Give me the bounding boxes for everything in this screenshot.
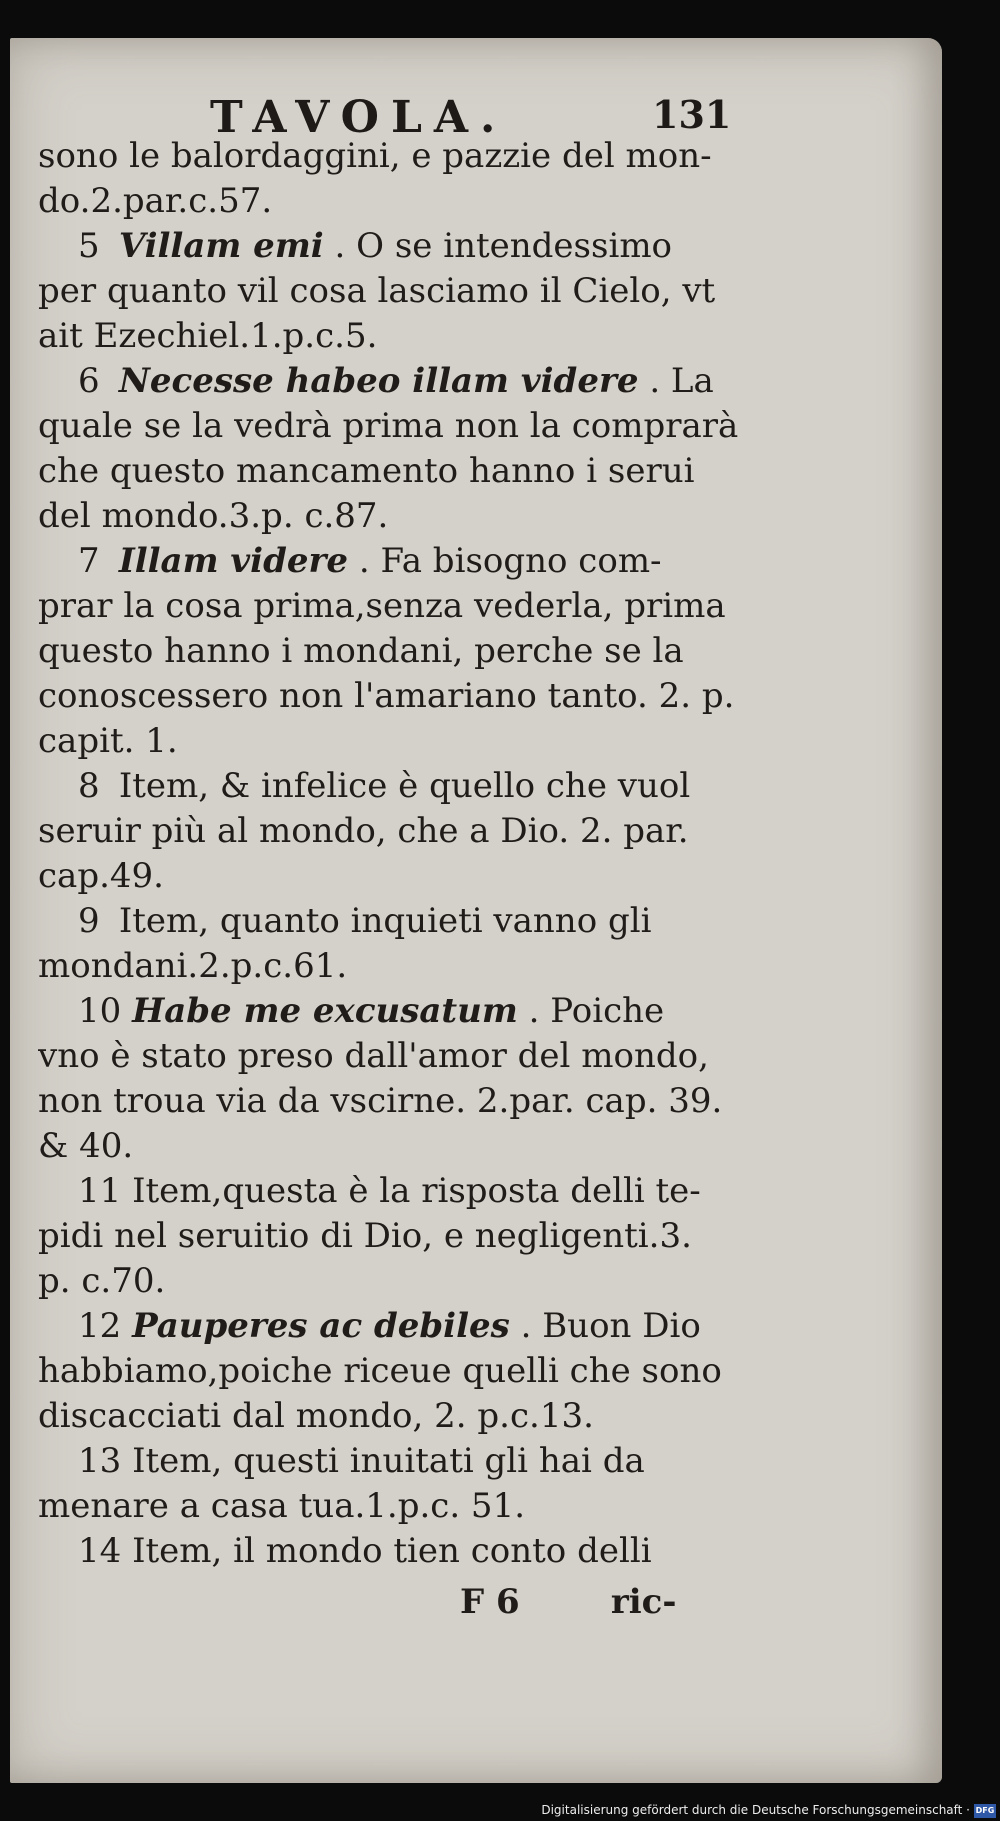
text-line xyxy=(38,764,758,809)
text-line xyxy=(38,494,758,539)
text-line xyxy=(38,1079,758,1124)
entry-number: 14 xyxy=(78,1531,122,1571)
text-line xyxy=(38,1394,758,1439)
text-line xyxy=(38,809,758,854)
line-text: prar la cosa prima,senza vederla, prima xyxy=(38,586,726,626)
text-line xyxy=(38,1259,758,1304)
line-text: del mondo.3.p. c.87. xyxy=(38,496,389,536)
index-text xyxy=(38,134,758,1574)
text-line xyxy=(38,539,758,584)
entry-number: 7 xyxy=(78,541,100,581)
text-line xyxy=(38,944,758,989)
digitization-credit: Digitalisierung gefördert durch die Deutsche Forschungsgemeinschaft · xyxy=(541,1803,970,1817)
line-text: habbiamo,poiche riceue quelli che sono xyxy=(38,1351,722,1391)
line-text: discacciati dal mondo, 2. p.c.13. xyxy=(38,1396,594,1436)
line-text: non troua via da vscirne. 2.par. cap. 39. xyxy=(38,1081,723,1121)
text-line xyxy=(38,1169,758,1214)
latin-lemma: Pauperes ac debiles xyxy=(132,1306,510,1346)
line-text: seruir più al mondo, che a Dio. 2. par. xyxy=(38,811,689,851)
page-number: 131 xyxy=(652,92,732,137)
line-text: quale se la vedrà prima non la comprarà xyxy=(38,406,739,446)
text-line xyxy=(38,1349,758,1394)
line-text: & 40. xyxy=(38,1126,134,1166)
text-line xyxy=(38,989,758,1034)
line-text: Item, quanto inquieti vanno gli xyxy=(118,901,652,941)
line-text: questo hanno i mondani, perche se la xyxy=(38,631,684,671)
line-text: sono le balordaggini, e pazzie del mon- xyxy=(38,136,712,176)
line-text: . La xyxy=(649,361,714,401)
line-text: pidi nel seruitio di Dio, e negligenti.3. xyxy=(38,1216,692,1256)
text-line xyxy=(38,1529,758,1574)
entry-number: 12 xyxy=(78,1306,122,1346)
line-text: conoscessero non l'amariano tanto. 2. p. xyxy=(38,676,735,716)
text-line xyxy=(38,719,758,764)
entry-number: 9 xyxy=(78,901,100,941)
text-line xyxy=(38,224,758,269)
line-text: . Poiche xyxy=(528,991,665,1031)
text-line xyxy=(38,1484,758,1529)
catchword: ric- xyxy=(610,1582,677,1622)
line-text: p. c.70. xyxy=(38,1261,166,1301)
line-text: . O se intendessimo xyxy=(334,226,673,266)
line-text: . Buon Dio xyxy=(520,1306,701,1346)
entry-number: 13 xyxy=(78,1441,122,1481)
line-text: ait Ezechiel.1.p.c.5. xyxy=(38,316,378,356)
line-text: Item,questa è la risposta delli te- xyxy=(132,1171,701,1211)
dfg-logo-icon: DFG xyxy=(974,1804,996,1818)
line-text: vno è stato preso dall'amor del mondo, xyxy=(38,1036,709,1076)
line-text: Item, & infelice è quello che vuol xyxy=(118,766,691,806)
signature-mark: F 6 xyxy=(460,1582,520,1622)
line-text: capit. 1. xyxy=(38,721,178,761)
entry-number: 6 xyxy=(78,361,100,401)
line-text: Item, il mondo tien conto delli xyxy=(132,1531,652,1571)
text-line xyxy=(38,134,758,179)
text-line xyxy=(38,269,758,314)
line-text: . Fa bisogno com- xyxy=(358,541,662,581)
text-line xyxy=(38,584,758,629)
text-line xyxy=(38,1304,758,1349)
text-line xyxy=(38,404,758,449)
text-line xyxy=(38,629,758,674)
text-line xyxy=(38,1214,758,1259)
latin-lemma: Habe me excusatum xyxy=(132,991,518,1031)
text-line xyxy=(38,449,758,494)
line-text: che questo mancamento hanno i serui xyxy=(38,451,695,491)
running-title: TAVOLA. xyxy=(210,92,508,143)
latin-lemma: Villam emi xyxy=(118,226,324,266)
entry-number: 10 xyxy=(78,991,122,1031)
text-line xyxy=(38,314,758,359)
text-line xyxy=(38,1439,758,1484)
line-text: do.2.par.c.57. xyxy=(38,181,273,221)
page-footer xyxy=(460,1582,740,1622)
text-line xyxy=(38,1034,758,1079)
line-text: mondani.2.p.c.61. xyxy=(38,946,348,986)
entry-number: 8 xyxy=(78,766,100,806)
entry-number: 11 xyxy=(78,1171,122,1211)
latin-lemma: Necesse habeo illam videre xyxy=(118,361,639,401)
line-text: menare a casa tua.1.p.c. 51. xyxy=(38,1486,526,1526)
line-text: cap.49. xyxy=(38,856,164,896)
text-line xyxy=(38,359,758,404)
line-text: per quanto vil cosa lasciamo il Cielo, vt xyxy=(38,271,716,311)
text-line xyxy=(38,899,758,944)
line-text: Item, questi inuitati gli hai da xyxy=(132,1441,645,1481)
latin-lemma: Illam videre xyxy=(118,541,349,581)
entry-number: 5 xyxy=(78,226,100,266)
text-line xyxy=(38,179,758,224)
text-line xyxy=(38,674,758,719)
text-line xyxy=(38,854,758,899)
text-line xyxy=(38,1124,758,1169)
